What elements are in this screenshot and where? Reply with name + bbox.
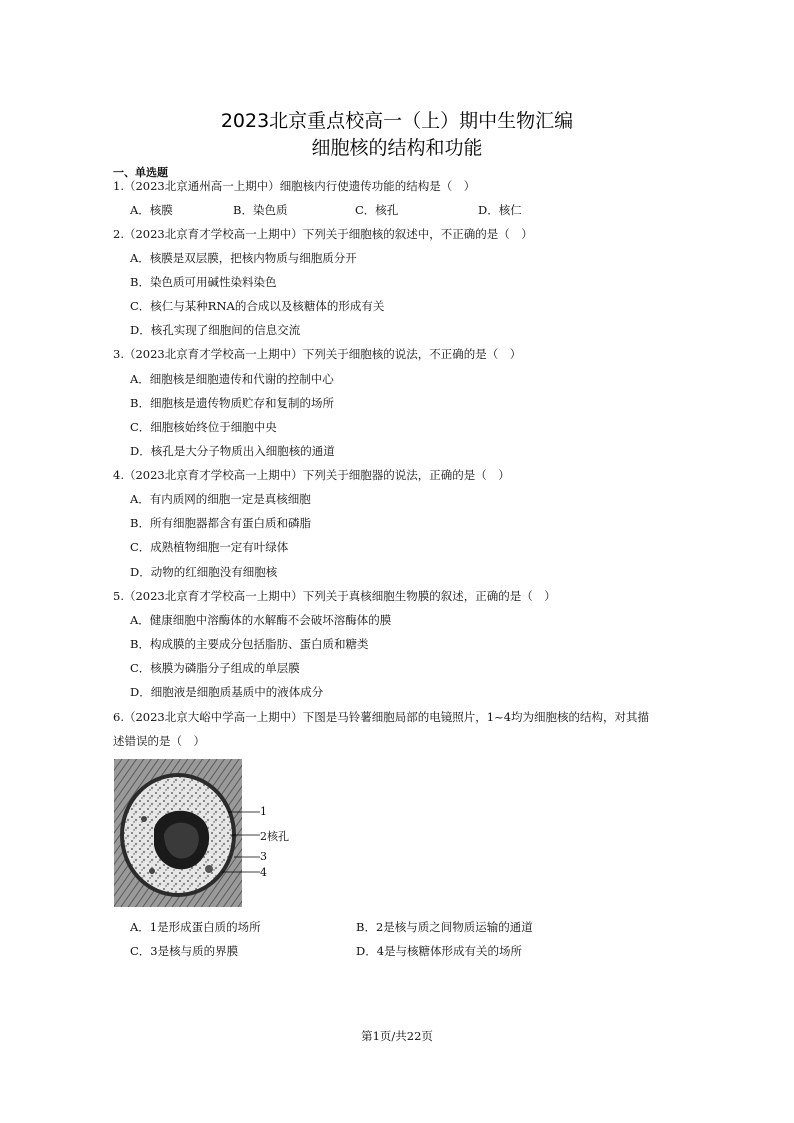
question-2-option-d: D．核孔实现了细胞间的信息交流 <box>130 323 301 337</box>
question-4-option-d: D．动物的红细胞没有细胞核 <box>130 565 278 579</box>
question-3-stem: 3.（2023北京育才学校高一上期中）下列关于细胞核的说法，不正确的是（ ） <box>113 347 522 361</box>
question-6-stem-continued: 述错误的是（ ） <box>113 734 205 748</box>
question-6-option-b: B．2是核与质之间物质运输的通道 <box>356 920 533 934</box>
question-2-stem: 2.（2023北京育才学校高一上期中）下列关于细胞核的叙述中，不正确的是（ ） <box>113 227 533 241</box>
section-heading: 一、单选题 <box>113 166 168 179</box>
figure-label-1: 1 <box>260 805 267 818</box>
question-6-option-d: D．4是与核糖体形成有关的场所 <box>356 944 523 958</box>
question-1-option-a: A．核膜 <box>130 203 173 217</box>
question-4-option-c: C．成熟植物细胞一定有叶绿体 <box>130 540 289 554</box>
page-title: 2023北京重点校高一（上）期中生物汇编 <box>220 110 574 132</box>
question-6-stem: 6.（2023北京大峪中学高一上期中）下图是马铃薯细胞局部的电镜照片，1~4均为细胞核的结构，对其描 <box>113 710 650 724</box>
question-2-option-b: B．染色质可用碱性染料染色 <box>130 275 277 289</box>
question-3-option-a: A．细胞核是细胞遗传和代谢的控制中心 <box>130 372 334 386</box>
figure-leader-lines <box>200 800 262 880</box>
question-2-option-a: A．核膜是双层膜，把核内物质与细胞质分开 <box>130 251 357 265</box>
question-1-stem: 1.（2023北京通州高一上期中）细胞核内行使遗传功能的结构是（ ） <box>113 179 476 193</box>
question-3-option-d: D．核孔是大分子物质出入细胞核的通道 <box>130 444 335 458</box>
page-subtitle: 细胞核的结构和功能 <box>311 137 483 159</box>
question-4-option-a: A．有内质网的细胞一定是真核细胞 <box>130 492 311 506</box>
question-1-option-c: C．核孔 <box>355 203 399 217</box>
figure-label-4: 4 <box>260 866 267 879</box>
question-4-stem: 4.（2023北京育才学校高一上期中）下列关于细胞器的说法，正确的是（ ） <box>113 468 510 482</box>
question-4-option-b: B．所有细胞器都含有蛋白质和磷脂 <box>130 516 311 530</box>
question-5-stem: 5.（2023北京育才学校高一上期中）下列关于真核细胞生物膜的叙述，正确的是（ ） <box>113 589 556 603</box>
question-5-option-a: A．健康细胞中溶酶体的水解酶不会破坏溶酶体的膜 <box>130 613 392 627</box>
question-5-option-c: C．核膜为磷脂分子组成的单层膜 <box>130 661 300 675</box>
page-footer: 第1页/共22页 <box>361 1029 433 1043</box>
question-6-option-a: A．1是形成蛋白质的场所 <box>130 920 261 934</box>
figure-label-2: 2核孔 <box>260 830 289 843</box>
figure-label-3: 3 <box>260 850 267 863</box>
question-3-option-b: B．细胞核是遗传物质贮存和复制的场所 <box>130 396 334 410</box>
question-1-option-d: D．核仁 <box>478 203 522 217</box>
question-3-option-c: C．细胞核始终位于细胞中央 <box>130 420 277 434</box>
question-5-option-d: D．细胞液是细胞质基质中的液体成分 <box>130 685 324 699</box>
question-5-option-b: B．构成膜的主要成分包括脂肪、蛋白质和糖类 <box>130 637 369 651</box>
question-6-option-c: C．3是核与质的界膜 <box>130 944 239 958</box>
question-2-option-c: C．核仁与某种RNA的合成以及核糖体的形成有关 <box>130 299 385 313</box>
question-1-option-b: B．染色质 <box>233 203 288 217</box>
